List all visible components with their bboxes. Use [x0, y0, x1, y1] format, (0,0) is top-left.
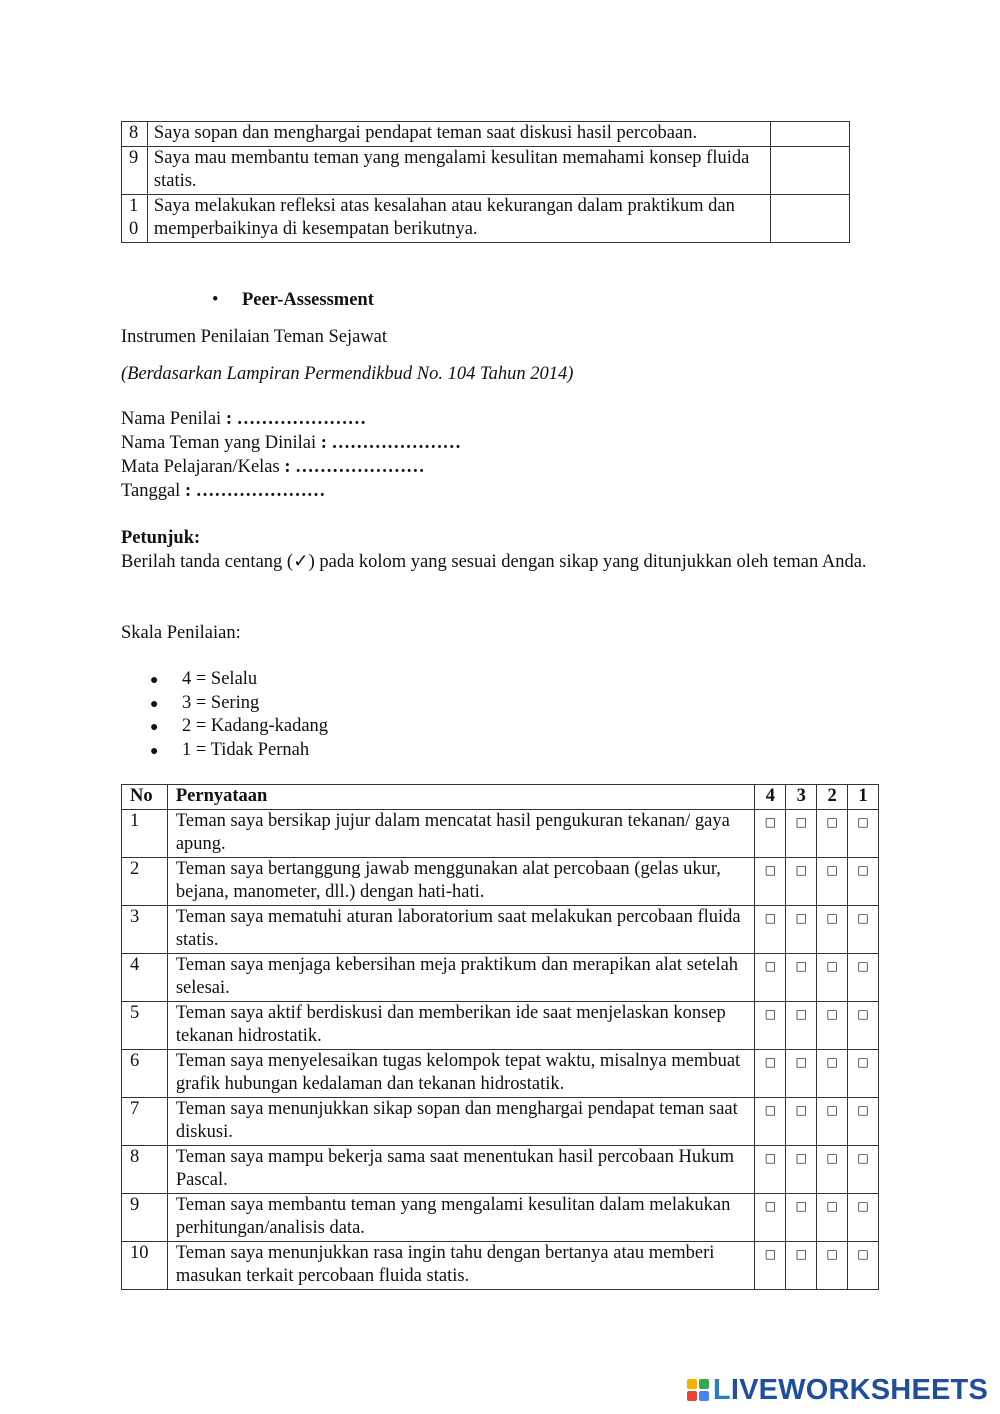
row-statement: Teman saya mematuhi aturan laboratorium saat melakukan percobaan fluida statis.: [167, 905, 755, 953]
row-number: 2: [122, 857, 168, 905]
row-number: 1 0: [122, 194, 148, 242]
header-score-3: 3: [786, 785, 817, 810]
row-answer-cell[interactable]: [771, 146, 850, 194]
field-row: [121, 432, 461, 456]
field-value[interactable]: : …………………: [284, 457, 425, 477]
checkbox-3[interactable]: □: [795, 814, 807, 829]
score-cell-2: [817, 809, 848, 857]
table-row: [122, 1049, 879, 1097]
checkbox-1[interactable]: □: [857, 910, 869, 925]
field-value[interactable]: : …………………: [184, 481, 326, 501]
row-statement: Teman saya aktif berdiskusi dan memberikan ide saat menjelaskan konsep tekanan hidrostatik.: [167, 1001, 755, 1049]
row-number: 7: [122, 1097, 168, 1145]
scale-item: [150, 715, 328, 739]
score-cell-3: [786, 1001, 817, 1049]
score-cell-1: [848, 1145, 879, 1193]
checkbox-2[interactable]: □: [826, 1150, 838, 1165]
field-row: [121, 480, 461, 504]
row-number: 4: [122, 953, 168, 1001]
score-cell-1: [848, 905, 879, 953]
scale-list: [150, 668, 328, 762]
row-number: 5: [122, 1001, 168, 1049]
checkbox-1[interactable]: □: [857, 1150, 869, 1165]
field-row: [121, 408, 461, 432]
table-row: [122, 1193, 879, 1241]
row-number: 6: [122, 1049, 168, 1097]
checkbox-1[interactable]: □: [857, 814, 869, 829]
heading-text: Peer-Assessment: [242, 290, 374, 310]
score-cell-2: [817, 1097, 848, 1145]
field-label: Nama Teman yang Dinilai: [121, 433, 317, 453]
score-cell-3: [786, 1241, 817, 1289]
score-cell-4: [755, 1049, 786, 1097]
checkbox-4[interactable]: □: [764, 1054, 777, 1069]
table-row: [122, 194, 850, 242]
score-cell-4: [755, 857, 786, 905]
scale-item: [150, 692, 328, 716]
score-cell-3: [786, 809, 817, 857]
score-cell-1: [848, 1001, 879, 1049]
checkbox-4[interactable]: □: [764, 862, 777, 877]
score-cell-1: [848, 1049, 879, 1097]
checkbox-3[interactable]: □: [795, 1102, 807, 1117]
row-answer-cell[interactable]: [771, 122, 850, 147]
field-row: [121, 456, 461, 480]
logo-square-icon: [699, 1379, 709, 1389]
score-cell-4: [755, 809, 786, 857]
logo-rest: IVEWORKSHEETS: [730, 1374, 988, 1406]
checkbox-3[interactable]: □: [795, 1006, 807, 1021]
checkbox-2[interactable]: □: [826, 814, 838, 829]
table-row: [122, 953, 879, 1001]
instrument-basis: (Berdasarkan Lampiran Permendikbud No. 104 Tahun 2014): [121, 364, 574, 384]
heading-bullet: •: [212, 290, 219, 310]
scale-item: [150, 668, 328, 692]
instructions-label: Petunjuk:: [121, 528, 201, 548]
score-cell-2: [817, 857, 848, 905]
score-cell-3: [786, 857, 817, 905]
row-number: 8: [122, 122, 148, 147]
table-row: [122, 857, 879, 905]
scale-label: Skala Penilaian:: [121, 623, 241, 643]
row-statement: Teman saya bertanggung jawab menggunakan alat percobaan (gelas ukur, bejana, manometer, dll.) dengan hati-hati.: [167, 857, 755, 905]
checkbox-4[interactable]: □: [764, 1198, 777, 1213]
checkbox-2[interactable]: □: [826, 1006, 838, 1021]
checkbox-2[interactable]: □: [826, 1246, 838, 1261]
instrument-title: Instrumen Penilaian Teman Sejawat: [121, 327, 388, 347]
checkbox-3[interactable]: □: [795, 1198, 807, 1213]
row-statement: Saya melakukan refleksi atas kesalahan atau kekurangan dalam praktikum dan memperbaikinya di kesempatan berikutnya.: [147, 194, 770, 242]
checkbox-4[interactable]: □: [764, 1150, 777, 1165]
instructions-text: Berilah tanda centang (✓) pada kolom yang sesuai dengan sikap yang ditunjukkan oleh teman Anda.: [121, 552, 867, 572]
logo-first-letter: L: [712, 1374, 731, 1406]
checkbox-3[interactable]: □: [795, 910, 807, 925]
checkbox-1[interactable]: □: [857, 862, 869, 877]
score-cell-3: [786, 1097, 817, 1145]
checkbox-3[interactable]: □: [795, 862, 807, 877]
bullet-icon: ●: [150, 673, 159, 688]
checkbox-2[interactable]: □: [826, 862, 838, 877]
row-number: 1: [122, 809, 168, 857]
checkbox-2[interactable]: □: [826, 958, 838, 973]
header-no: No: [122, 785, 168, 810]
score-cell-1: [848, 1097, 879, 1145]
row-answer-cell[interactable]: [771, 194, 850, 242]
checkbox-2[interactable]: □: [826, 1102, 838, 1117]
logo-square-icon: [699, 1391, 709, 1401]
score-cell-3: [786, 905, 817, 953]
checkbox-4[interactable]: □: [764, 910, 777, 925]
checkbox-1[interactable]: □: [857, 1006, 869, 1021]
score-cell-4: [755, 1241, 786, 1289]
row-statement: Teman saya bersikap jujur dalam mencatat hasil pengukuran tekanan/ gaya apung.: [167, 809, 755, 857]
table-row: [122, 1145, 879, 1193]
row-number: 9: [122, 1193, 168, 1241]
checkbox-3[interactable]: □: [795, 958, 807, 973]
field-label: Nama Penilai: [121, 409, 222, 429]
score-cell-1: [848, 1193, 879, 1241]
score-cell-2: [817, 953, 848, 1001]
identity-fields: [121, 408, 461, 504]
checkbox-1[interactable]: □: [857, 1102, 869, 1117]
row-number: 9: [122, 146, 148, 194]
score-cell-2: [817, 1145, 848, 1193]
row-statement: Teman saya menunjukkan sikap sopan dan menghargai pendapat teman saat diskusi.: [167, 1097, 755, 1145]
score-cell-4: [755, 1097, 786, 1145]
scale-text: 3 = Sering: [182, 692, 260, 713]
liveworksheets-logo: [687, 1373, 988, 1407]
score-cell-4: [755, 1145, 786, 1193]
field-label: Mata Pelajaran/Kelas: [121, 457, 280, 477]
table-header-row: [122, 785, 879, 810]
score-cell-3: [786, 1145, 817, 1193]
row-statement: Teman saya membantu teman yang mengalami kesulitan dalam melakukan perhitungan/analisis data.: [167, 1193, 755, 1241]
row-number: 10: [122, 1241, 168, 1289]
score-cell-2: [817, 1193, 848, 1241]
checkbox-4[interactable]: □: [764, 1006, 777, 1021]
field-value[interactable]: : …………………: [225, 409, 367, 429]
scale-text: 1 = Tidak Pernah: [182, 739, 310, 760]
checkbox-2[interactable]: □: [826, 1198, 838, 1213]
scale-text: 2 = Kadang-kadang: [182, 716, 329, 736]
checkbox-1[interactable]: □: [857, 958, 869, 973]
logo-text: [713, 1373, 988, 1407]
scale-text: 4 = Selalu: [182, 669, 258, 689]
checkbox-3[interactable]: □: [795, 1150, 807, 1165]
header-statement: Pernyataan: [167, 785, 755, 810]
bullet-icon: ●: [150, 696, 159, 712]
row-statement: Teman saya menjaga kebersihan meja praktikum dan merapikan alat setelah selesai.: [167, 953, 755, 1001]
row-statement: Teman saya mampu bekerja sama saat menentukan hasil percobaan Hukum Pascal.: [167, 1145, 755, 1193]
header-score-1: 1: [848, 785, 879, 810]
row-number: 3: [122, 905, 168, 953]
score-cell-3: [786, 1049, 817, 1097]
score-cell-3: [786, 953, 817, 1001]
score-cell-2: [817, 1049, 848, 1097]
bullet-icon: ●: [150, 720, 159, 735]
checkbox-2[interactable]: □: [826, 910, 838, 925]
field-label: Tanggal: [121, 481, 181, 501]
score-cell-4: [755, 1193, 786, 1241]
checkbox-1[interactable]: □: [857, 1198, 869, 1213]
score-cell-3: [786, 1193, 817, 1241]
table-row: [122, 1097, 879, 1145]
row-number: 8: [122, 1145, 168, 1193]
score-cell-1: [848, 857, 879, 905]
header-score-4: 4: [755, 785, 786, 810]
checkbox-4[interactable]: □: [764, 958, 777, 973]
checkbox-4[interactable]: □: [764, 1102, 777, 1117]
logo-square-icon: [687, 1391, 697, 1401]
logo-square-icon: [687, 1379, 697, 1389]
table-row: [122, 146, 850, 194]
checkbox-3[interactable]: □: [795, 1246, 807, 1261]
checkbox-2[interactable]: □: [826, 1054, 838, 1069]
score-cell-1: [848, 809, 879, 857]
score-cell-4: [755, 953, 786, 1001]
scale-item: [150, 739, 328, 763]
peer-assessment-heading: [212, 289, 374, 313]
header-score-2: 2: [817, 785, 848, 810]
checkbox-4[interactable]: □: [764, 814, 777, 829]
row-statement: Saya mau membantu teman yang mengalami kesulitan memahami konsep fluida statis.: [147, 146, 770, 194]
peer-assessment-table: [121, 784, 879, 1290]
score-cell-1: [848, 1241, 879, 1289]
checkbox-4[interactable]: □: [764, 1246, 777, 1261]
score-cell-1: [848, 953, 879, 1001]
row-statement: Saya sopan dan menghargai pendapat teman saat diskusi hasil percobaan.: [147, 122, 770, 147]
checkbox-3[interactable]: □: [795, 1054, 807, 1069]
table-row: [122, 1241, 879, 1289]
field-value[interactable]: : …………………: [320, 433, 462, 453]
table-row: [122, 809, 879, 857]
table-row: [122, 905, 879, 953]
table-row: [122, 1001, 879, 1049]
score-cell-4: [755, 1001, 786, 1049]
checkbox-1[interactable]: □: [857, 1246, 869, 1261]
logo-grid-icon: [687, 1379, 709, 1401]
score-cell-2: [817, 905, 848, 953]
table-row: [122, 122, 850, 147]
score-cell-2: [817, 1241, 848, 1289]
score-cell-4: [755, 905, 786, 953]
row-statement: Teman saya menunjukkan rasa ingin tahu dengan bertanya atau memberi masukan terkait percobaan fluida statis.: [167, 1241, 755, 1289]
self-assessment-table: [121, 121, 850, 243]
score-cell-2: [817, 1001, 848, 1049]
checkbox-1[interactable]: □: [857, 1054, 869, 1069]
row-statement: Teman saya menyelesaikan tugas kelompok tepat waktu, misalnya membuat grafik hubungan kedalaman dan tekanan hidrostatik.: [167, 1049, 755, 1097]
bullet-icon: ●: [150, 743, 159, 759]
